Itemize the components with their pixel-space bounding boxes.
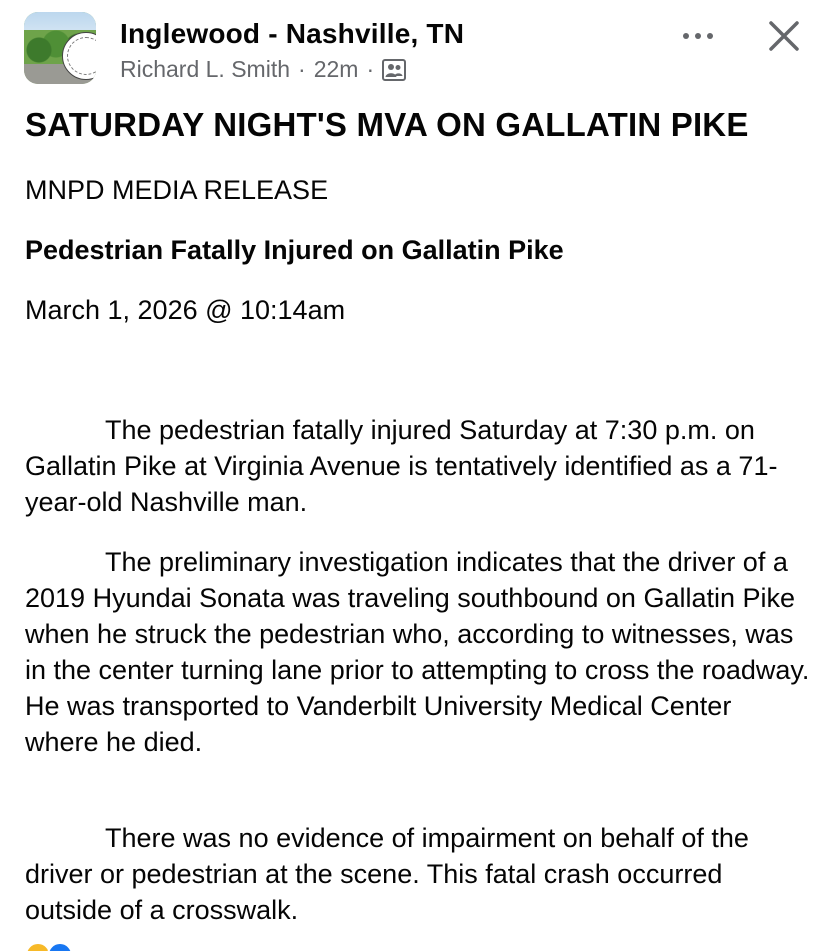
like-reaction-icon [47,942,73,951]
seal-ring [67,37,96,75]
reaction-summary[interactable] [25,942,85,951]
post-timestamp[interactable]: 22m [313,56,359,82]
group-members-icon [382,59,406,81]
release-dateline: March 1, 2026 @ 10:14am [25,295,346,325]
group-avatar[interactable] [24,12,96,84]
group-name-link[interactable]: Inglewood - Nashville, TN [120,18,465,49]
release-paragraph: The pedestrian fatally injured Saturday at 7:30 p.m. on Gallatin Pike at Virginia Avenue is tentatively identified as a 71-year-old Nashville man. [25,415,778,517]
author-name-link[interactable]: Richard L. Smith [120,56,291,82]
release-paragraph: There was no evidence of impairment on behalf of the driver or pedestrian at the scene. This fatal crash occurred outside of a crosswalk. [25,823,749,925]
post-header [24,12,804,84]
close-button[interactable] [764,16,804,56]
close-icon [768,20,800,52]
meta-separator: · [298,56,306,82]
more-horizontal-icon [682,32,714,40]
meta-separator: · [366,56,375,82]
release-label: MNPD MEDIA RELEASE [25,175,329,205]
more-options-button[interactable] [680,18,716,54]
post-headline: SATURDAY NIGHT'S MVA ON GALLATIN PIKE [25,106,749,143]
release-paragraph: The preliminary investigation indicates that the driver of a 2019 Hyundai Sonata was traveling southbound on Gallatin Pike when he struck the pedestrian who, according to witnesses, was in the center turning lane prior to attempting to cross the roadway. He was transported to Vanderbilt University Medical Center where he died. [25,547,810,757]
release-subheadline: Pedestrian Fatally Injured on Gallatin Pike [25,235,564,265]
post-meta [120,56,406,83]
